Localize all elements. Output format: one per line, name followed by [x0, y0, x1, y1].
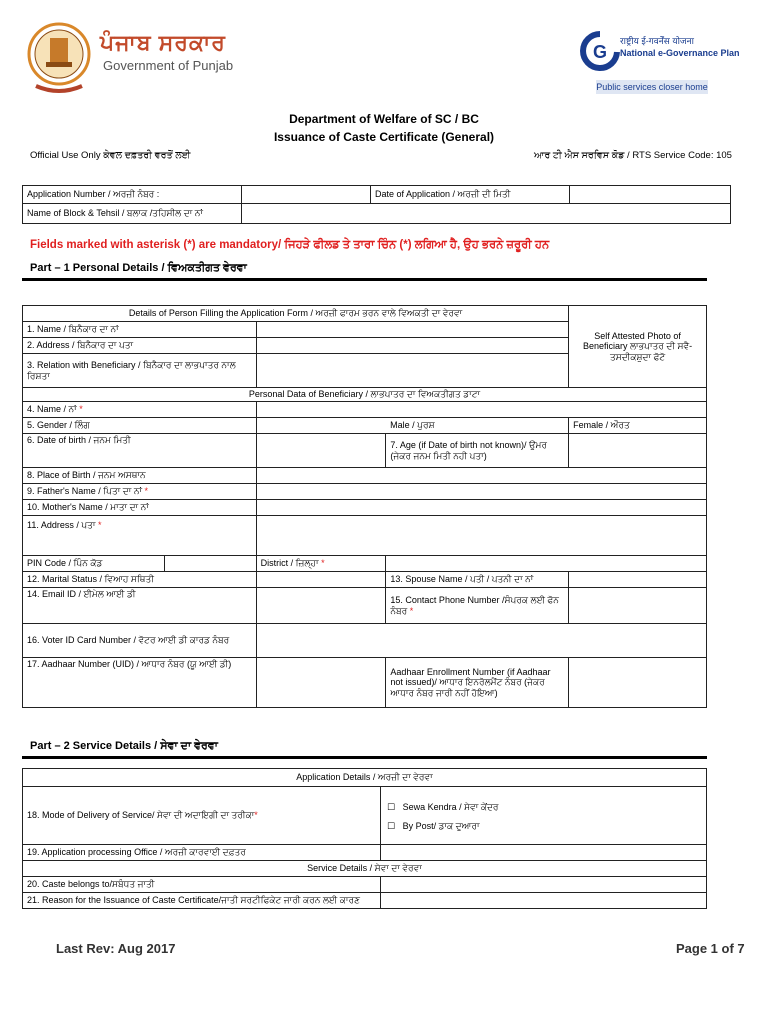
block-tehsil-label: Name of Block & Tehsil / ਬਲਾਕ /ਤਹਿਸੀਲ ਦਾ ਨਾਂ — [23, 204, 242, 224]
female-label: Female / ਔਰਤ — [573, 420, 630, 430]
service-details-header: Service Details / ਸੇਵਾ ਦਾ ਵੇਰਵਾ — [23, 861, 707, 877]
aadhaar-input[interactable] — [256, 658, 386, 708]
reason-input[interactable] — [381, 893, 707, 909]
marital-status-input[interactable] — [256, 572, 386, 588]
sewa-kendra-option[interactable] — [387, 802, 702, 813]
caste-label: 20. Caste belongs to/ਸਬੰਧਤ ਜਾਤੀ — [23, 877, 381, 893]
mandatory-fields-note: Fields marked with asterisk (*) are mandatory/ ਜਿਹੜੇ ਫੀਲਡ ਤੇ ਤਾਰਾ ਚਿੰਨ (*) ਲਗਿਆ ਹੈ, ਉਹ ਭਰਨੇ ਜ਼ਰੂਰੀ ਹਨ — [30, 239, 550, 251]
voter-id-input[interactable] — [256, 624, 706, 658]
punjab-govt-title: ਪੰਜਾਬ ਸਰਕਾਰ — [100, 30, 226, 55]
marital-status-label: 12. Marital Status / ਵਿਆਹ ਸਥਿਤੀ — [23, 572, 257, 588]
phone-input[interactable] — [569, 588, 707, 624]
required-star: * — [144, 486, 149, 496]
voter-id-label: 16. Voter ID Card Number / ਵੋਟਰ ਆਈ ਡੀ ਕਾਰਡ ਨੰਬਰ — [23, 624, 257, 658]
date-of-application-label: Date of Application / ਅਰਜ਼ੀ ਦੀ ਮਿਤੀ — [371, 186, 570, 204]
gender-label: 5. Gender / ਲਿੰਗ — [23, 418, 257, 434]
block-tehsil-input[interactable] — [242, 204, 731, 224]
phone-label: 15. Contact Phone Number /ਸੰਪਰਕ ਲਈ ਫੋਨ ਨੰਬਰ — [390, 594, 559, 616]
official-use-label: Official Use Only ਕੇਵਲ ਦਫ਼ਤਰੀ ਵਰਤੋਂ ਲਈ — [30, 150, 191, 161]
age-input[interactable] — [569, 434, 707, 468]
by-post-label: By Post/ ਡਾਕ ਦੁਆਰਾ — [402, 821, 480, 831]
part2-title: Part – 2 Service Details / ਸੇਵਾ ਦਾ ਵੇਰਵਾ — [30, 740, 218, 752]
beneficiary-name-input[interactable] — [256, 402, 706, 418]
male-label: Male / ਪੁਰਸ਼ — [390, 420, 435, 430]
spouse-name-input[interactable] — [569, 572, 707, 588]
department-title: Department of Welfare of SC / BC — [289, 112, 479, 126]
pin-input[interactable] — [164, 556, 256, 572]
checkbox-icon[interactable]: ☐ — [387, 802, 396, 812]
egov-tagline: Public services closer home — [596, 82, 708, 92]
egov-name: National e-Governance Plan — [620, 48, 740, 58]
application-number-table — [22, 185, 731, 224]
svg-text:G: G — [593, 42, 608, 62]
beneficiary-name-label: 4. Name / ਨਾਂ — [27, 404, 77, 414]
egov-logo-icon — [580, 30, 620, 72]
application-number-label: Application Number / ਅਰਜ਼ੀ ਨੰਬਰ : — [23, 186, 242, 204]
filler-address-label: 2. Address / ਬਿਨੈਕਾਰ ਦਾ ਪਤਾ — [23, 338, 257, 354]
document-title: Issuance of Caste Certificate (General) — [273, 130, 495, 144]
mother-name-label: 10. Mother's Name / ਮਾਤਾ ਦਾ ਨਾਂ — [23, 500, 257, 516]
filler-name-label: 1. Name / ਬਿਨੈਕਾਰ ਦਾ ਨਾਂ — [23, 322, 257, 338]
mother-name-input[interactable] — [256, 500, 706, 516]
reason-label: 21. Reason for the Issuance of Caste Certificate/ਜਾਤੀ ਸਰਟੀਫਿਕੇਟ ਜਾਰੀ ਕਰਨ ਲਈ ਕਾਰਣ — [23, 893, 381, 909]
date-of-application-input[interactable] — [570, 186, 731, 204]
part1-title: Part – 1 Personal Details / ਵਿਅਕਤੀਗਤ ਵੇਰਵਾ — [30, 262, 247, 274]
delivery-mode-label: 18. Mode of Delivery of Service/ ਸੇਵਾ ਦੀ ਅਦਾਇਗੀ ਦਾ ਤਰੀਕਾ — [27, 810, 255, 820]
egov-hindi-text: राष्ट्रीय ई-गवर्नेंस योजना — [620, 36, 694, 46]
punjab-emblem-icon — [26, 16, 92, 96]
required-star: * — [79, 404, 83, 414]
filler-details-header: Details of Person Filling the Application Form / ਅਰਜ਼ੀ ਫਾਰਮ ਭਰਨ ਵਾਲੇ ਵਿਅਕਤੀ ਦਾ ਵੇਰਵਾ — [23, 306, 569, 322]
relation-label: 3. Relation with Beneficiary / ਬਿਨੈਕਾਰ ਦਾ ਲਾਭਪਾਤਰ ਨਾਲ ਰਿਸ਼ਤਾ — [23, 354, 257, 388]
caste-input[interactable] — [381, 877, 707, 893]
checkbox-icon[interactable]: ☐ — [387, 821, 396, 831]
required-star: * — [321, 558, 325, 568]
application-number-input[interactable] — [242, 186, 371, 204]
processing-office-input[interactable] — [381, 845, 707, 861]
spouse-name-label: 13. Spouse Name / ਪਤੀ / ਪਤਨੀ ਦਾ ਨਾਂ — [386, 572, 569, 588]
last-revision: Last Rev: Aug 2017 — [56, 941, 176, 956]
pin-label: PIN Code / ਪਿੰਨ ਕੋਡ — [23, 556, 165, 572]
email-label: 14. Email ID / ਈਮੇਲ ਆਈ ਡੀ — [23, 588, 257, 624]
address-input[interactable] — [256, 516, 706, 556]
application-details-header: Application Details / ਅਰਜ਼ੀ ਦਾ ਵੇਰਵਾ — [23, 769, 707, 787]
required-star: * — [254, 810, 258, 820]
district-label: District / ਜ਼ਿਲ੍ਹਾ — [260, 558, 319, 568]
filler-name-input[interactable] — [256, 322, 569, 338]
aadhaar-label: 17. Aadhaar Number (UID) / ਆਧਾਰ ਨੰਬਰ (ਯੂ ਆਈ ਡੀ) — [23, 658, 257, 708]
dob-label: 6. Date of birth / ਜਨਮ ਮਿਤੀ — [23, 434, 257, 468]
photo-label: Self Attested Photo of Beneficiary ਲਾਭਪਾਤਰ ਦੀ ਸਵੈ-ਤਸਦੀਕਸ਼ੁਦਾ ਫੋਟੋ — [582, 330, 693, 362]
email-input[interactable] — [256, 588, 386, 624]
punjab-govt-subtitle: Government of Punjab — [103, 58, 234, 73]
filler-address-input[interactable] — [256, 338, 569, 354]
gender-female-option[interactable] — [569, 418, 707, 434]
processing-office-label: 19. Application processing Office / ਅਰਜ਼ੀ ਕਾਰਵਾਈ ਦਫ਼ਤਰ — [23, 845, 381, 861]
photo-box[interactable] — [569, 306, 707, 388]
dob-input[interactable] — [256, 434, 386, 468]
address-label: 11. Address / ਪਤਾ — [27, 520, 96, 530]
personal-data-header: Personal Data of Beneficiary / ਲਾਭਪਾਤਰ ਦਾ ਵਿਅਕਤੀਗਤ ਡਾਟਾ — [23, 388, 707, 402]
aadhaar-enrollment-label: Aadhaar Enrollment Number (if Aadhaar not issued)/ ਆਧਾਰ ਇਨਰੋਲਮੈਂਟ ਨੰਬਰ (ਜੇਕਰ ਆਧਾਰ ਨੰਬਰ ਜਾਰੀ ਨਹੀਂ ਹੋਇਆ) — [386, 658, 569, 708]
gender-male-option[interactable] — [256, 418, 569, 434]
sewa-kendra-label: Sewa Kendra / ਸੇਵਾ ਕੇਂਦਰ — [402, 802, 499, 812]
age-label: 7. Age (if Date of birth not known)/ ਉਮਰ (ਜੇਕਰ ਜਨਮ ਮਿਤੀ ਨਹੀ ਪਤਾ) — [386, 434, 569, 468]
page-number: Page 1 of 7 — [676, 941, 745, 956]
aadhaar-enrollment-input[interactable] — [569, 658, 707, 708]
part1-divider — [22, 278, 707, 281]
relation-input[interactable] — [256, 354, 569, 388]
required-star: * — [409, 605, 414, 616]
father-name-label: 9. Father's Name / ਪਿਤਾ ਦਾ ਨਾਂ — [27, 486, 142, 496]
required-star: * — [98, 520, 102, 530]
service-details-table — [22, 768, 707, 909]
part2-divider — [22, 756, 707, 759]
rts-service-code: ਆਰ ਟੀ ਐਸ ਸਰਵਿਸ ਕੋਡ / RTS Service Code: 105 — [534, 150, 732, 161]
place-of-birth-input[interactable] — [256, 468, 706, 484]
father-name-input[interactable] — [256, 484, 706, 500]
personal-details-table — [22, 305, 707, 708]
by-post-option[interactable] — [387, 821, 702, 832]
place-of-birth-label: 8. Place of Birth / ਜਨਮ ਅਸਥਾਨ — [23, 468, 257, 484]
district-input[interactable] — [386, 556, 707, 572]
